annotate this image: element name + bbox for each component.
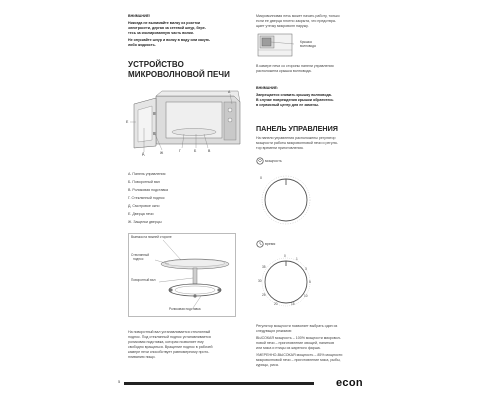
legend-item: Ж. Защелки дверцы <box>128 220 162 224</box>
time-mark: 30 <box>258 279 262 283</box>
paragraph-line: На панели управления расположены регулятор <box>256 136 336 140</box>
microwave-diagram <box>126 88 244 156</box>
power-mark-0: 0 <box>260 176 262 180</box>
legend-item: В. Роликовая подставка <box>128 188 169 192</box>
paragraph-line: или мяса и птицы из жареного фарша. <box>256 346 321 350</box>
control-panel-title: ПАНЕЛЬ УПРАВЛЕНИЯ <box>256 124 338 133</box>
diagram-label-a: А <box>228 90 231 94</box>
paragraph-line: расположена крышка волновода. <box>256 69 312 73</box>
label-roller: Роликовая подставка <box>169 307 201 311</box>
legend-item: А. Панель управления <box>128 172 166 176</box>
time-mark: 0 <box>284 254 286 258</box>
clock-icon <box>256 240 264 248</box>
paragraph-line: щает утечку микроволн наружу. <box>256 24 309 28</box>
turntable-diagram <box>128 233 236 317</box>
paragraph-line: Регулятор мощности позволяет выбрать один из <box>256 324 338 328</box>
time-mark: 35 <box>262 265 266 269</box>
timer-dial[interactable] <box>256 252 316 312</box>
diagram-label-v: В <box>208 149 211 153</box>
warning-right-line: В случае повреждения крышки обратитесь <box>256 98 334 102</box>
paragraph-line: камере печи способствует равномерному прото- <box>128 350 210 354</box>
time-mark: 1 <box>296 257 298 261</box>
warning-left-line: электросети, дергая за сетевой шнур, бере- <box>128 26 206 30</box>
label-waveguide-cover: Крышка <box>300 40 312 44</box>
diagram-label-b: Б <box>194 149 197 153</box>
paragraph-line: УМЕРЕННО-ВЫСОКАЯ мощность – 85% мощности <box>256 353 343 357</box>
paragraph-line: новой печи – приготовление овощей, напитков <box>256 341 335 345</box>
time-mark: 25 <box>262 293 266 297</box>
diagram-label-g: Г <box>179 149 181 153</box>
warning-right-line: в сервисный центр для ее замены. <box>256 103 319 107</box>
legend-item: Г. Стеклянный поднос <box>128 196 165 200</box>
paragraph-line: курицы, риса. <box>256 363 279 367</box>
paragraph-line: микроволновой печи – приготовление мяса, рыбы, <box>256 358 341 362</box>
diagram-label-e: Е <box>126 120 129 124</box>
label-shaft: Поворотный вал <box>131 278 156 282</box>
warning-left-line: Не опускайте шнур и вилку в воду или какую- <box>128 38 211 42</box>
warning-left-line: либо жидкость. <box>128 43 156 47</box>
diagram-label-zh: Ж <box>160 151 164 155</box>
legend-item: Д. Смотровое окно <box>128 204 160 208</box>
paragraph-line: Микроволновая печь может начать работу, только <box>256 14 340 18</box>
warning-left-line: тесь за изолированную часть вилки. <box>128 31 194 35</box>
section-device-title-2: МИКРОВОЛНОВОЙ ПЕЧИ <box>128 70 230 79</box>
paragraph-line: свободно вращаться. Вращение поднос в рабочей <box>128 345 213 349</box>
paragraph-line: если ее дверца плотно закрыта, что предотвра- <box>256 19 337 23</box>
econ-logo: econ <box>336 377 363 389</box>
time-mark: 5 <box>309 280 311 284</box>
warning-left-title: ВНИМАНИЕ! <box>128 14 151 18</box>
paragraph-line: следующих режимов: <box>256 329 292 333</box>
warning-left-line: Никогда не вынимайте вилку из розетки <box>128 21 201 25</box>
section-device-title-1: УСТРОЙСТВО <box>128 60 184 69</box>
label-glass-tray: Стеклянный <box>131 253 150 257</box>
time-mark: 10 <box>304 294 308 298</box>
label-waveguide-cover-2: волновода <box>300 44 316 48</box>
paragraph-line: роликовая подставка, которая позволяет ему <box>128 340 204 344</box>
warning-right-line: Запрещается снимать крышку волновода. <box>256 93 332 97</box>
time-mark: 20 <box>274 302 278 306</box>
time-mark: 3 <box>305 267 307 271</box>
warning-right-title: ВНИМАНИЕ: <box>256 86 279 90</box>
legend-item: Б. Поворотный вал <box>128 180 160 184</box>
paragraph-line: поднос. Под стеклянный поднос устанавливается <box>128 335 211 339</box>
label-glass-tray-2: поднос <box>133 257 144 261</box>
footer-rule <box>124 382 314 385</box>
label-notch: Выемка на нижней стороне <box>131 235 172 239</box>
paragraph-line: тор времени приготовления. <box>256 146 304 150</box>
legend-item: Е. Дверца печи <box>128 212 154 216</box>
power-label: мощность <box>265 159 282 163</box>
paragraph-line: На поворотный вал устанавливается стеклянный <box>128 330 211 334</box>
diagram-label-d: Д <box>142 152 145 156</box>
power-icon <box>256 157 264 165</box>
time-label: время <box>265 242 276 246</box>
waveguide-cover-diagram <box>256 32 296 58</box>
paragraph-line: В камере печи со стороны панели управления <box>256 64 334 68</box>
time-mark: 15 <box>291 302 295 306</box>
paragraph-line: ВЫСОКАЯ мощность – 100% мощности микровол- <box>256 336 341 340</box>
power-dial[interactable] <box>256 170 316 230</box>
paragraph-line: пливанию пищи. <box>128 355 156 359</box>
paragraph-line: мощности работы микроволновой печи и регуля- <box>256 141 338 145</box>
page-number: 5 <box>118 379 121 384</box>
